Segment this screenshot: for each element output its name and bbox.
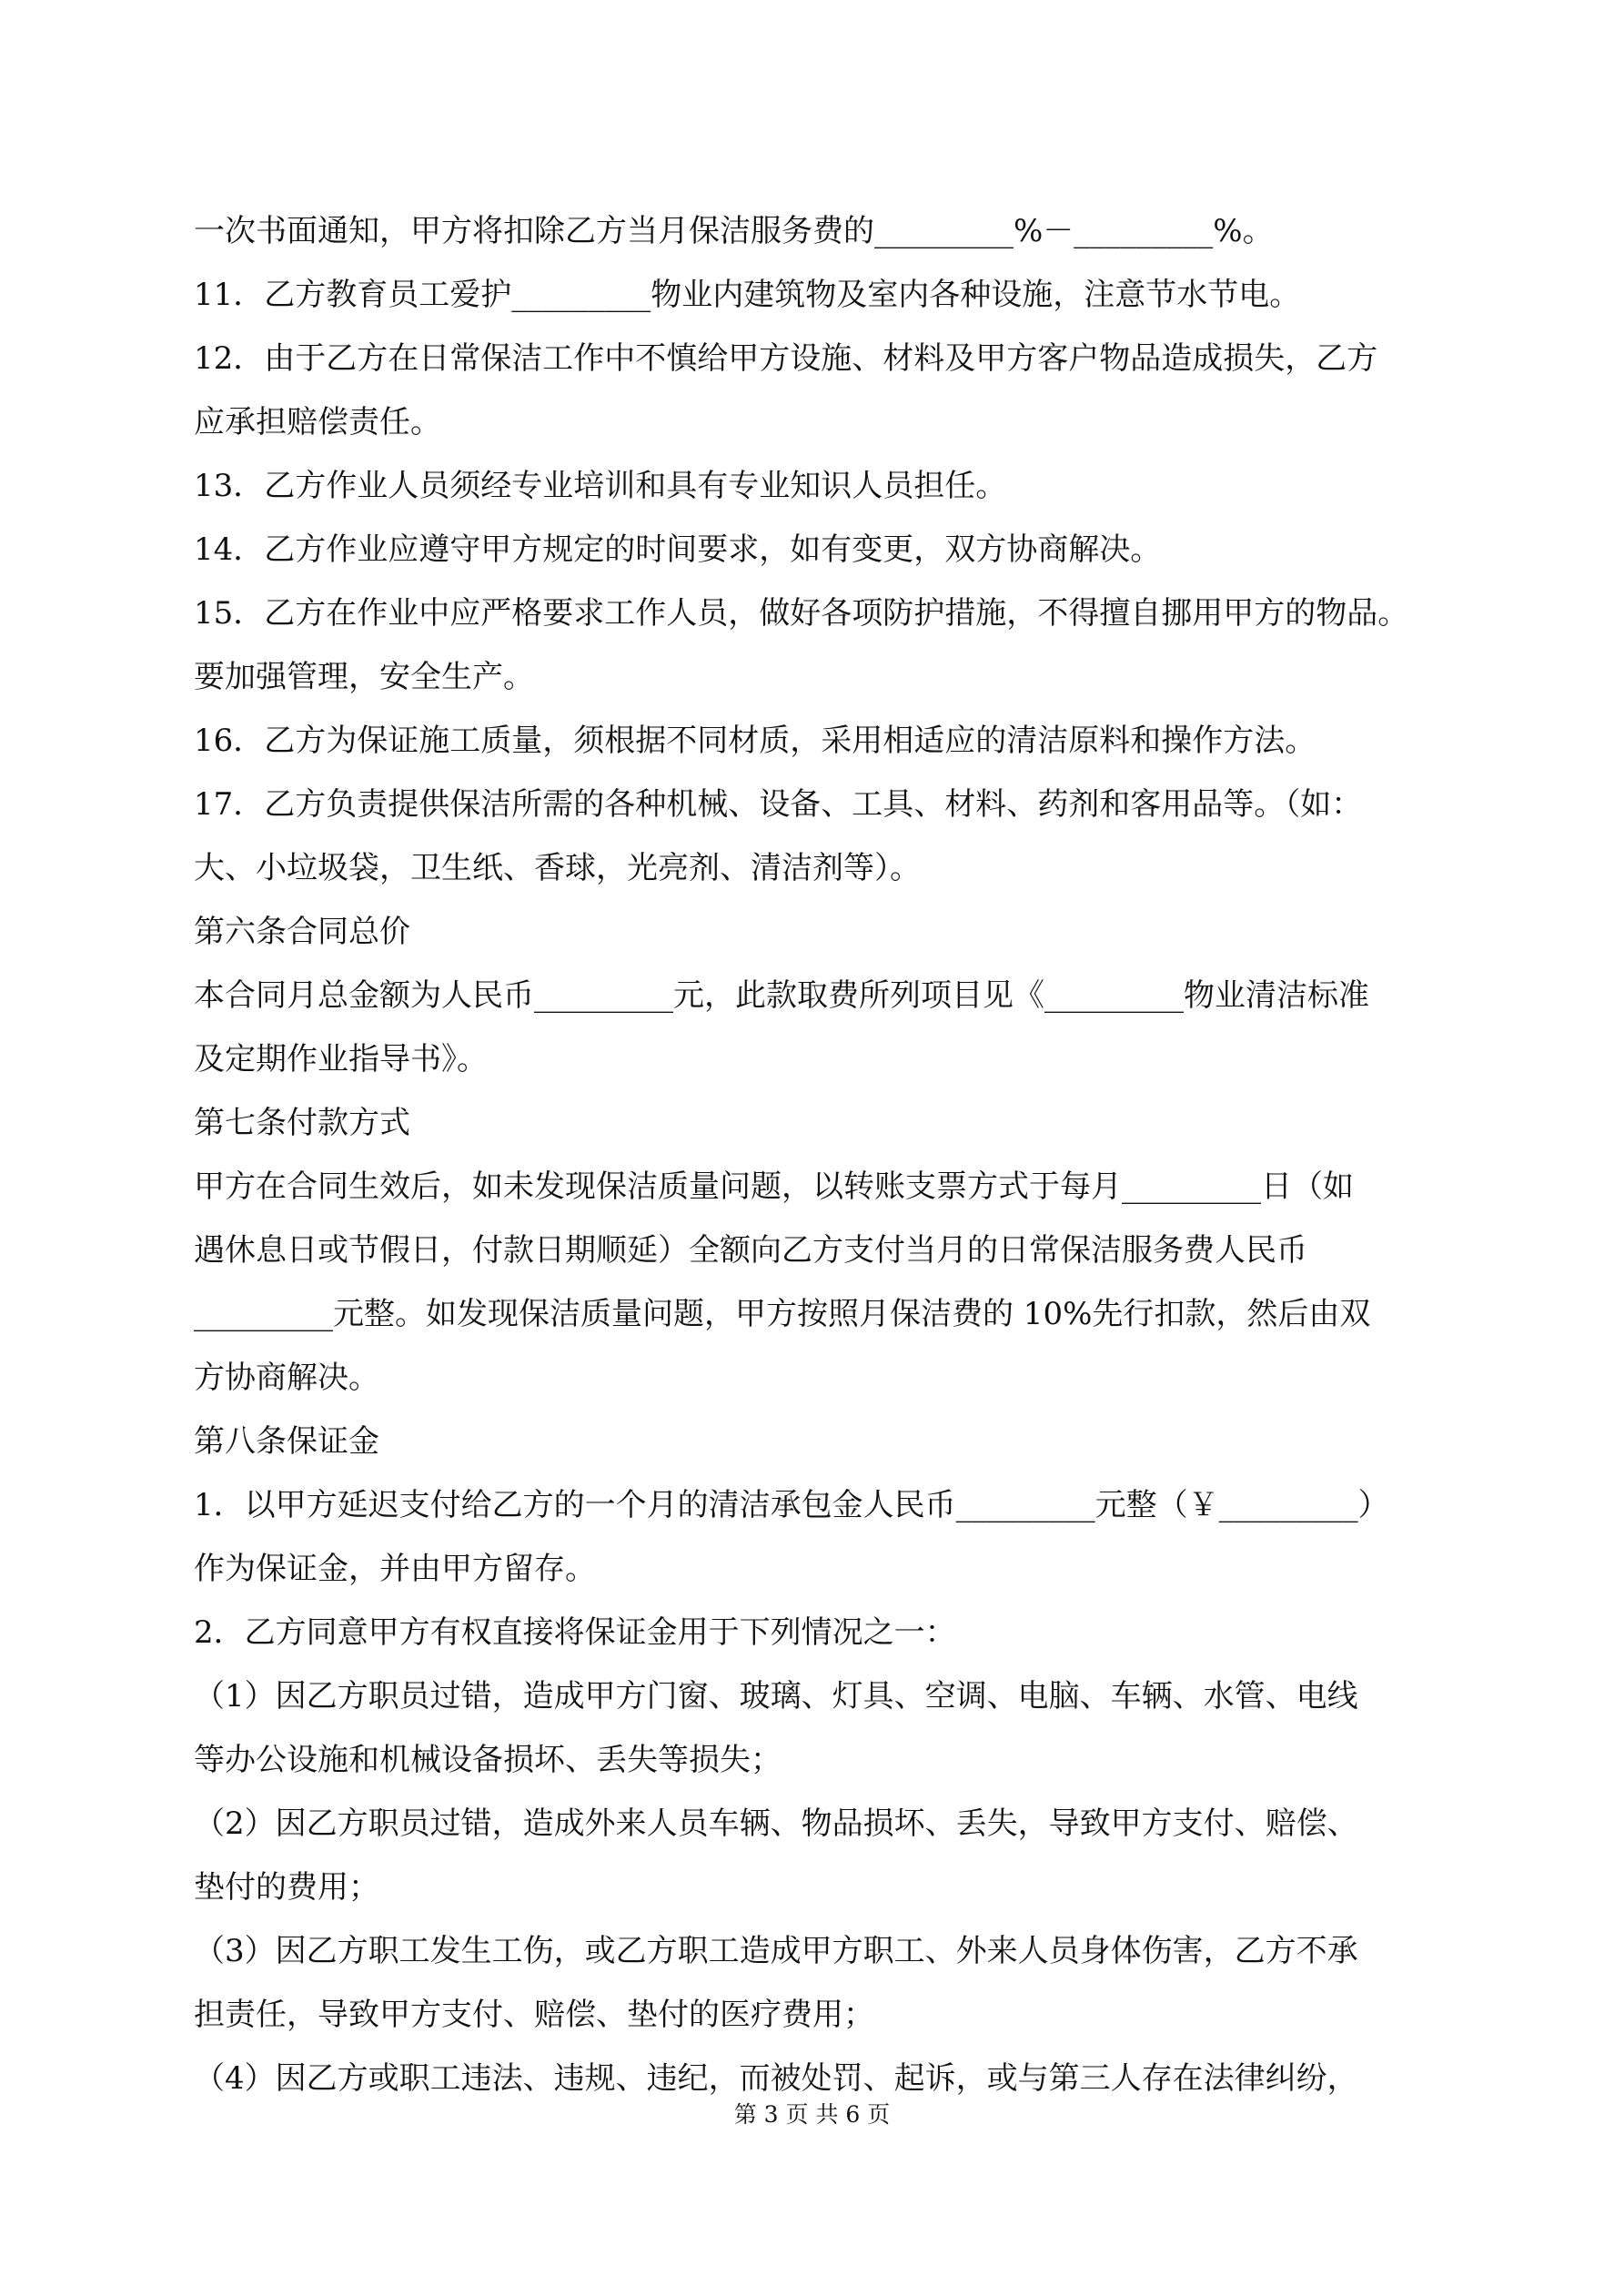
document-body — [194, 199, 1442, 2110]
section-heading: 第八条保证金 — [194, 1423, 379, 1460]
text-line: （2）因乙方职员过错，造成外来人员车辆、物品损坏、丢失，导致甲方支付、赔偿、 — [194, 1805, 1358, 1842]
text-line: 垫付的费用； — [194, 1869, 379, 1906]
text-line: 及定期作业指导书》。 — [194, 1041, 488, 1077]
text-line: 13．乙方作业人员须经专业培训和具有专业知识人员担任。 — [194, 468, 1007, 504]
text-line: 11．乙方教育员工爱护_________物业内建筑物及室内各种设施，注意节水节电。 — [194, 277, 1301, 313]
text-line: 担责任，导致甲方支付、赔偿、垫付的医疗费用； — [194, 1997, 874, 2033]
text-line: 作为保证金，并由甲方留存。 — [194, 1551, 596, 1587]
text-line: 本合同月总金额为人民币_________元，此款取费所列项目见《_________物业清洁标准 — [194, 977, 1369, 1014]
text-line: 应承担赔偿责任。 — [194, 404, 441, 440]
text-line: 遇休息日或节假日，付款日期顺延）全额向乙方支付当月的日常保洁服务费人民币 — [194, 1232, 1307, 1269]
text-line: _________元整。如发现保洁质量问题，甲方按照月保洁费的 10%先行扣款，然后由双 — [194, 1296, 1371, 1332]
text-line: 要加强管理，安全生产。 — [194, 659, 534, 695]
text-line: 2．乙方同意甲方有权直接将保证金用于下列情况之一： — [194, 1614, 956, 1651]
section-heading: 第七条付款方式 — [194, 1105, 410, 1141]
text-line: （4）因乙方或职工违法、违规、违纪，而被处罚、起诉，或与第三人存在法律纠纷， — [194, 2060, 1358, 2097]
section-heading: 第六条合同总价 — [194, 914, 410, 950]
text-line: 等办公设施和机械设备损坏、丢失等损失； — [194, 1742, 782, 1778]
text-line: 14．乙方作业应遵守甲方规定的时间要求，如有变更，双方协商解决。 — [194, 531, 1162, 568]
text-line: 方协商解决。 — [194, 1360, 379, 1396]
text-line: 1．以甲方延迟支付给乙方的一个月的清洁承包金人民币_________元整（￥_________） — [194, 1487, 1389, 1523]
text-line: （1）因乙方职员过错，造成甲方门窗、玻璃、灯具、空调、电脑、车辆、水管、电线 — [194, 1678, 1358, 1714]
page-number-footer: 第 3 页 共 6 页 — [733, 2101, 891, 2128]
text-line: 12．由于乙方在日常保洁工作中不慎给甲方设施、材料及甲方客户物品造成损失，乙方 — [194, 340, 1378, 377]
text-line: 一次书面通知，甲方将扣除乙方当月保洁服务费的_________%－_________%。 — [194, 213, 1274, 249]
text-line: （3）因乙方职工发生工伤，或乙方职工造成甲方职工、外来人员身体伤害，乙方不承 — [194, 1933, 1358, 1969]
text-line: 甲方在合同生效后，如未发现保洁质量问题，以转账支票方式于每月_________日（如 — [194, 1168, 1354, 1205]
text-line: 15．乙方在作业中应严格要求工作人员，做好各项防护措施，不得擅自挪用甲方的物品。 — [194, 595, 1409, 632]
text-line: 大、小垃圾袋，卫生纸、香球，光亮剂、清洁剂等）。 — [194, 850, 921, 886]
text-line: 16．乙方为保证施工质量，须根据不同材质，采用相适应的清洁原料和操作方法。 — [194, 723, 1316, 759]
text-line: 17．乙方负责提供保洁所需的各种机械、设备、工具、材料、药剂和客用品等。（如： — [194, 786, 1363, 823]
